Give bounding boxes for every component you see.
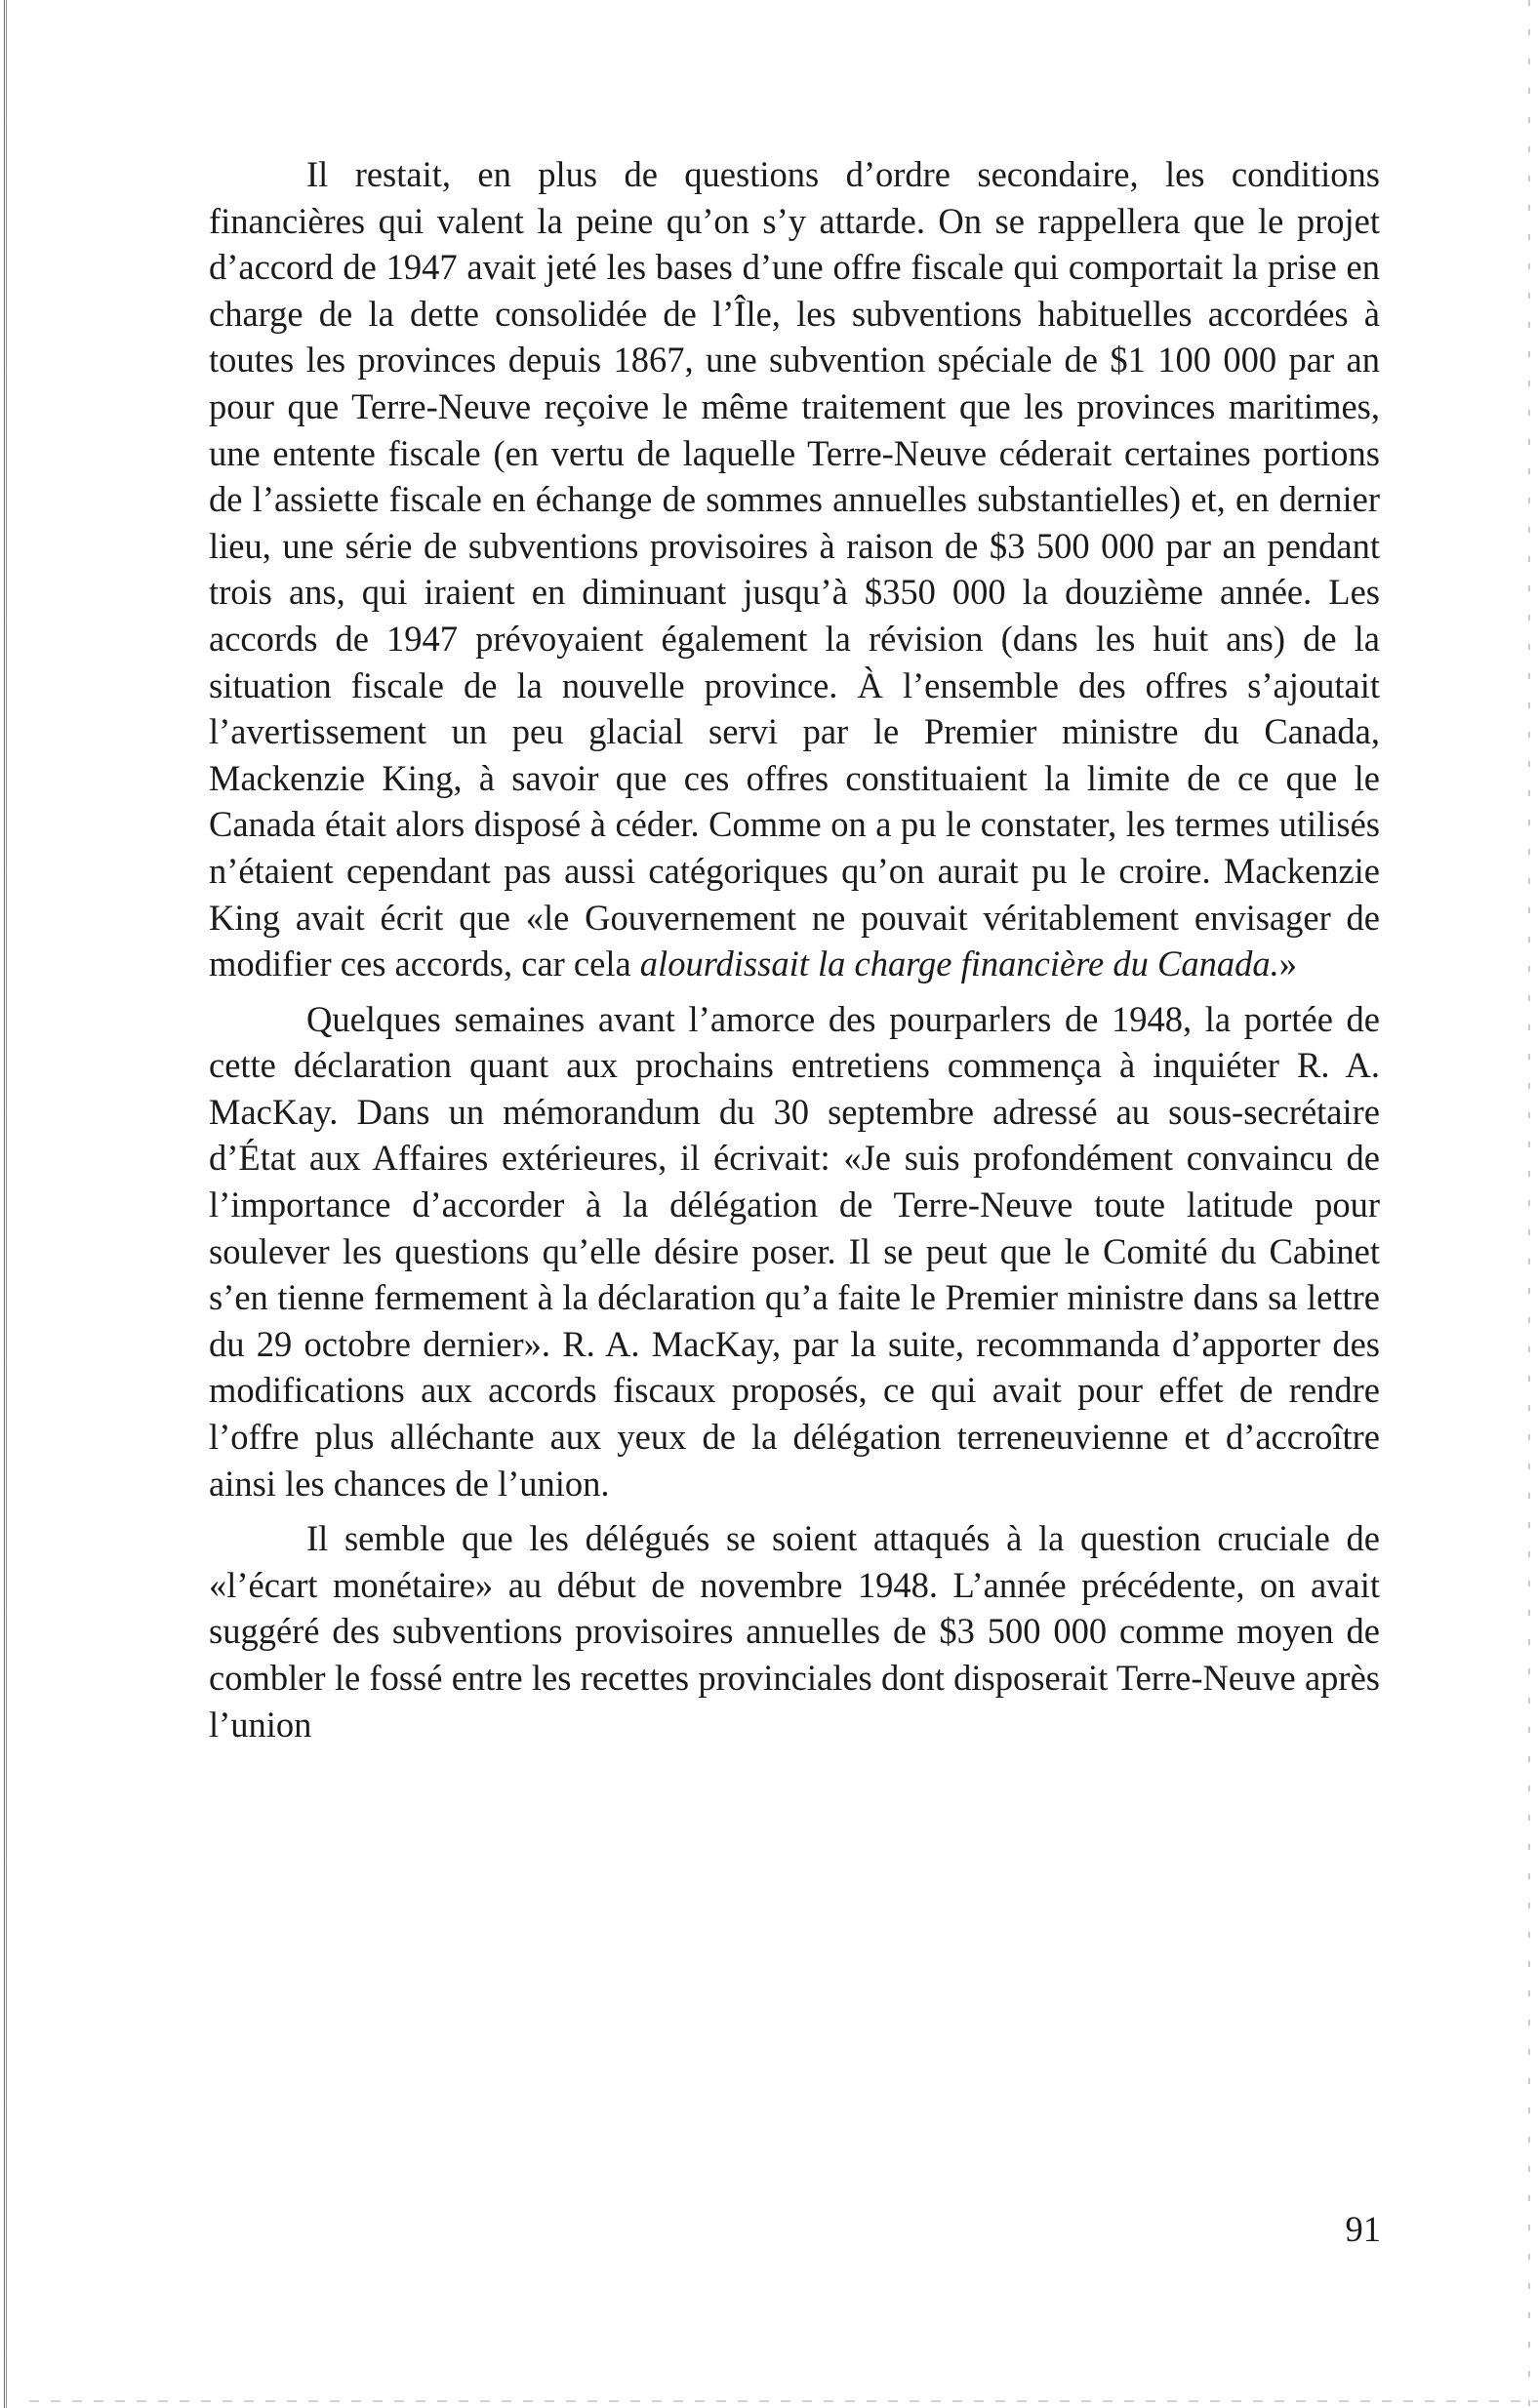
paragraph-1-italic-quote: alourdissait la charge financière du Canada. — [639, 943, 1279, 984]
paragraph-1 — [209, 151, 1380, 987]
paragraph-1-closing-quote: » — [1278, 943, 1297, 984]
paragraph-2-text: Quelques semaines avant l’amorce des pourparlers de 1948, la portée de cette déclaration quant aux prochains entretiens commença à inquiéter R. A. MacKay. Dans un mémorandum du 30 septembre adressé au sous-secrétaire d’État aux Affaires extérieures, il écrivait: «Je suis profondément convaincu de l’importance d’accorder à la délégation de Terre-Neuve toute latitude pour soulever les questions qu’elle désire poser. Il se peut que le Comité du Cabinet s’en tienne fermement à la déclaration qu’a faite le Premier ministre dans sa lettre du 29 octobre dernier». R. A. MacKay, par la suite, recommanda d’apporter des modifications aux accords fiscaux proposés, ce qui avait pour effet de rendre l’offre plus alléchante aux yeux de la délégation terreneuvienne et d’accroître ainsi les chances de l’union. — [209, 998, 1380, 1504]
paragraph-3 — [209, 1515, 1380, 1747]
paragraph-2 — [209, 996, 1380, 1507]
scan-edge-bottom — [29, 2400, 1538, 2402]
body-text — [209, 151, 1380, 1756]
page-number: 91 — [1345, 2209, 1381, 2249]
paragraph-3-text: Il semble que les délégués se soient attaqués à la question cruciale de «l’écart monétaire» au début de novembre 1948. L’année précédente, on avait suggéré des subventions provisoires annuelles de $3 500 000 comme moyen de combler le fossé entre les recettes provinciales dont disposerait Terre-Neuve après l’union — [209, 1518, 1380, 1745]
scan-edge-right — [1528, 0, 1530, 2408]
paragraph-1-text: Il restait, en plus de questions d’ordre secondaire, les conditions financières qui valent la peine qu’on s’y attarde. On se rappellera que le projet d’accord de 1947 avait jeté les bases d’une offre fiscale qui comportait la prise en charge de la dette consolidée de l’Île, les subventions habituelles accordées à toutes les provinces depuis 1867, une subvention spéciale de $1 100 000 par an pour que Terre-Neuve reçoive le même traitement que les provinces maritimes, une entente fiscale (en vertu de laquelle Terre-Neuve céderait certaines portions de l’assiette fiscale en échange de sommes annuelles substantielles) et, en dernier lieu, une série de subventions provisoires à raison de $3 500 000 par an pendant trois ans, qui iraient en diminuant jusqu’à $350 000 la douzième année. Les accords de 1947 prévoyaient également la révision (dans les huit ans) de la situation fiscale de la nouvelle province. À l’ensemble des offres s’ajoutait l’avertissement un peu glacial servi par le Premier ministre du Canada, Mackenzie King, à savoir que ces offres constituaient la limite de ce que le Canada était alors disposé à céder. Comme on a pu le constater, les termes utilisés n’étaient cependant pas aussi catégoriques qu’on aurait pu le croire. Mackenzie King avait écrit que «le Gouvernement ne pouvait véritablement envisager de modifier ces accords, car cela — [209, 154, 1380, 984]
scan-edge-left — [4, 0, 7, 2408]
